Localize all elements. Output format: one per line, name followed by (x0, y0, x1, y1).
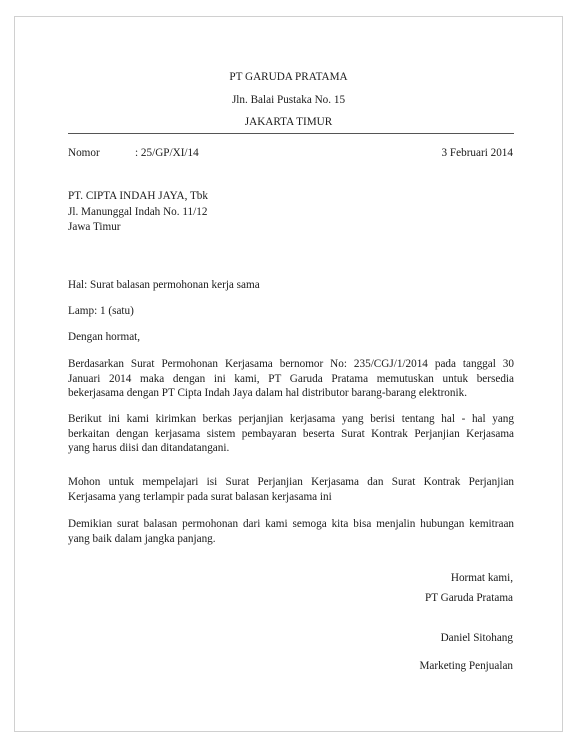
company-city: JAKARTA TIMUR (244, 116, 333, 128)
signer-name: Daniel Sitohang (440, 632, 513, 644)
paragraph-line: Kerjasama yang terlampir pada surat balasan kerjasama ini (68, 490, 332, 503)
paragraph-line: Berikut ini kami kirimkan berkas perjanjian kerjasama yang berisi tentang hal - hal yang (68, 413, 514, 425)
closing-salutation: Hormat kami, (450, 572, 513, 584)
body-paragraph (68, 517, 514, 546)
greeting: Dengan hormat, (68, 331, 141, 343)
body-paragraph (68, 412, 514, 456)
paragraph-line: berkaitan dengan kerjasama sistem pembayaran beserta Surat Kontrak Perjanjian Kerjasama (68, 427, 514, 440)
body-paragraph (68, 475, 514, 504)
recipient-street: Jl. Manunggal Indah No. 11/12 (68, 206, 208, 218)
company-name: PT GARUDA PRATAMA (229, 71, 348, 83)
paragraph-line: Januari 2014 maka dengan ini kami, PT Garuda Pratama memutuskan untuk bersedia (68, 372, 514, 385)
paragraph-line: Mohon untuk mempelajari isi Surat Perjanjian Kerjasama dan Surat Kontrak Perjanjian (68, 476, 514, 488)
letter-page (14, 16, 563, 732)
subject-line: Hal: Surat balasan permohonan kerja sama (68, 279, 260, 291)
paragraph-line: Berdasarkan Surat Permohonan Kerjasama bernomor No: 235/CGJ/1/2014 pada tanggal 30 (68, 358, 514, 370)
recipient-region: Jawa Timur (68, 221, 121, 233)
recipient-name: PT. CIPTA INDAH JAYA, Tbk (68, 190, 208, 202)
closing-company: PT Garuda Pratama (424, 592, 513, 604)
paragraph-line: yang baik dalam jangka panjang. (68, 532, 216, 545)
letter-date: 3 Februari 2014 (441, 147, 513, 159)
letterhead-divider (68, 133, 514, 134)
signer-title: Marketing Penjualan (419, 660, 513, 672)
attachment-line: Lamp: 1 (satu) (68, 305, 134, 317)
paragraph-line: bekerjasama dengan PT Cipta Indah Jaya dalam hal distributor barang-barang elektronik. (68, 387, 467, 399)
company-address: Jln. Balai Pustaka No. 15 (231, 94, 346, 106)
body-paragraph (68, 357, 514, 401)
number-value: : 25/GP/XI/14 (135, 147, 199, 159)
number-label: Nomor (68, 147, 100, 159)
paragraph-line: Demikian surat balasan permohonan dari kami semoga kita bisa menjalin hubungan kemitraan (68, 518, 514, 530)
paragraph-line: yang harus diisi dan ditandatangani. (68, 442, 230, 454)
